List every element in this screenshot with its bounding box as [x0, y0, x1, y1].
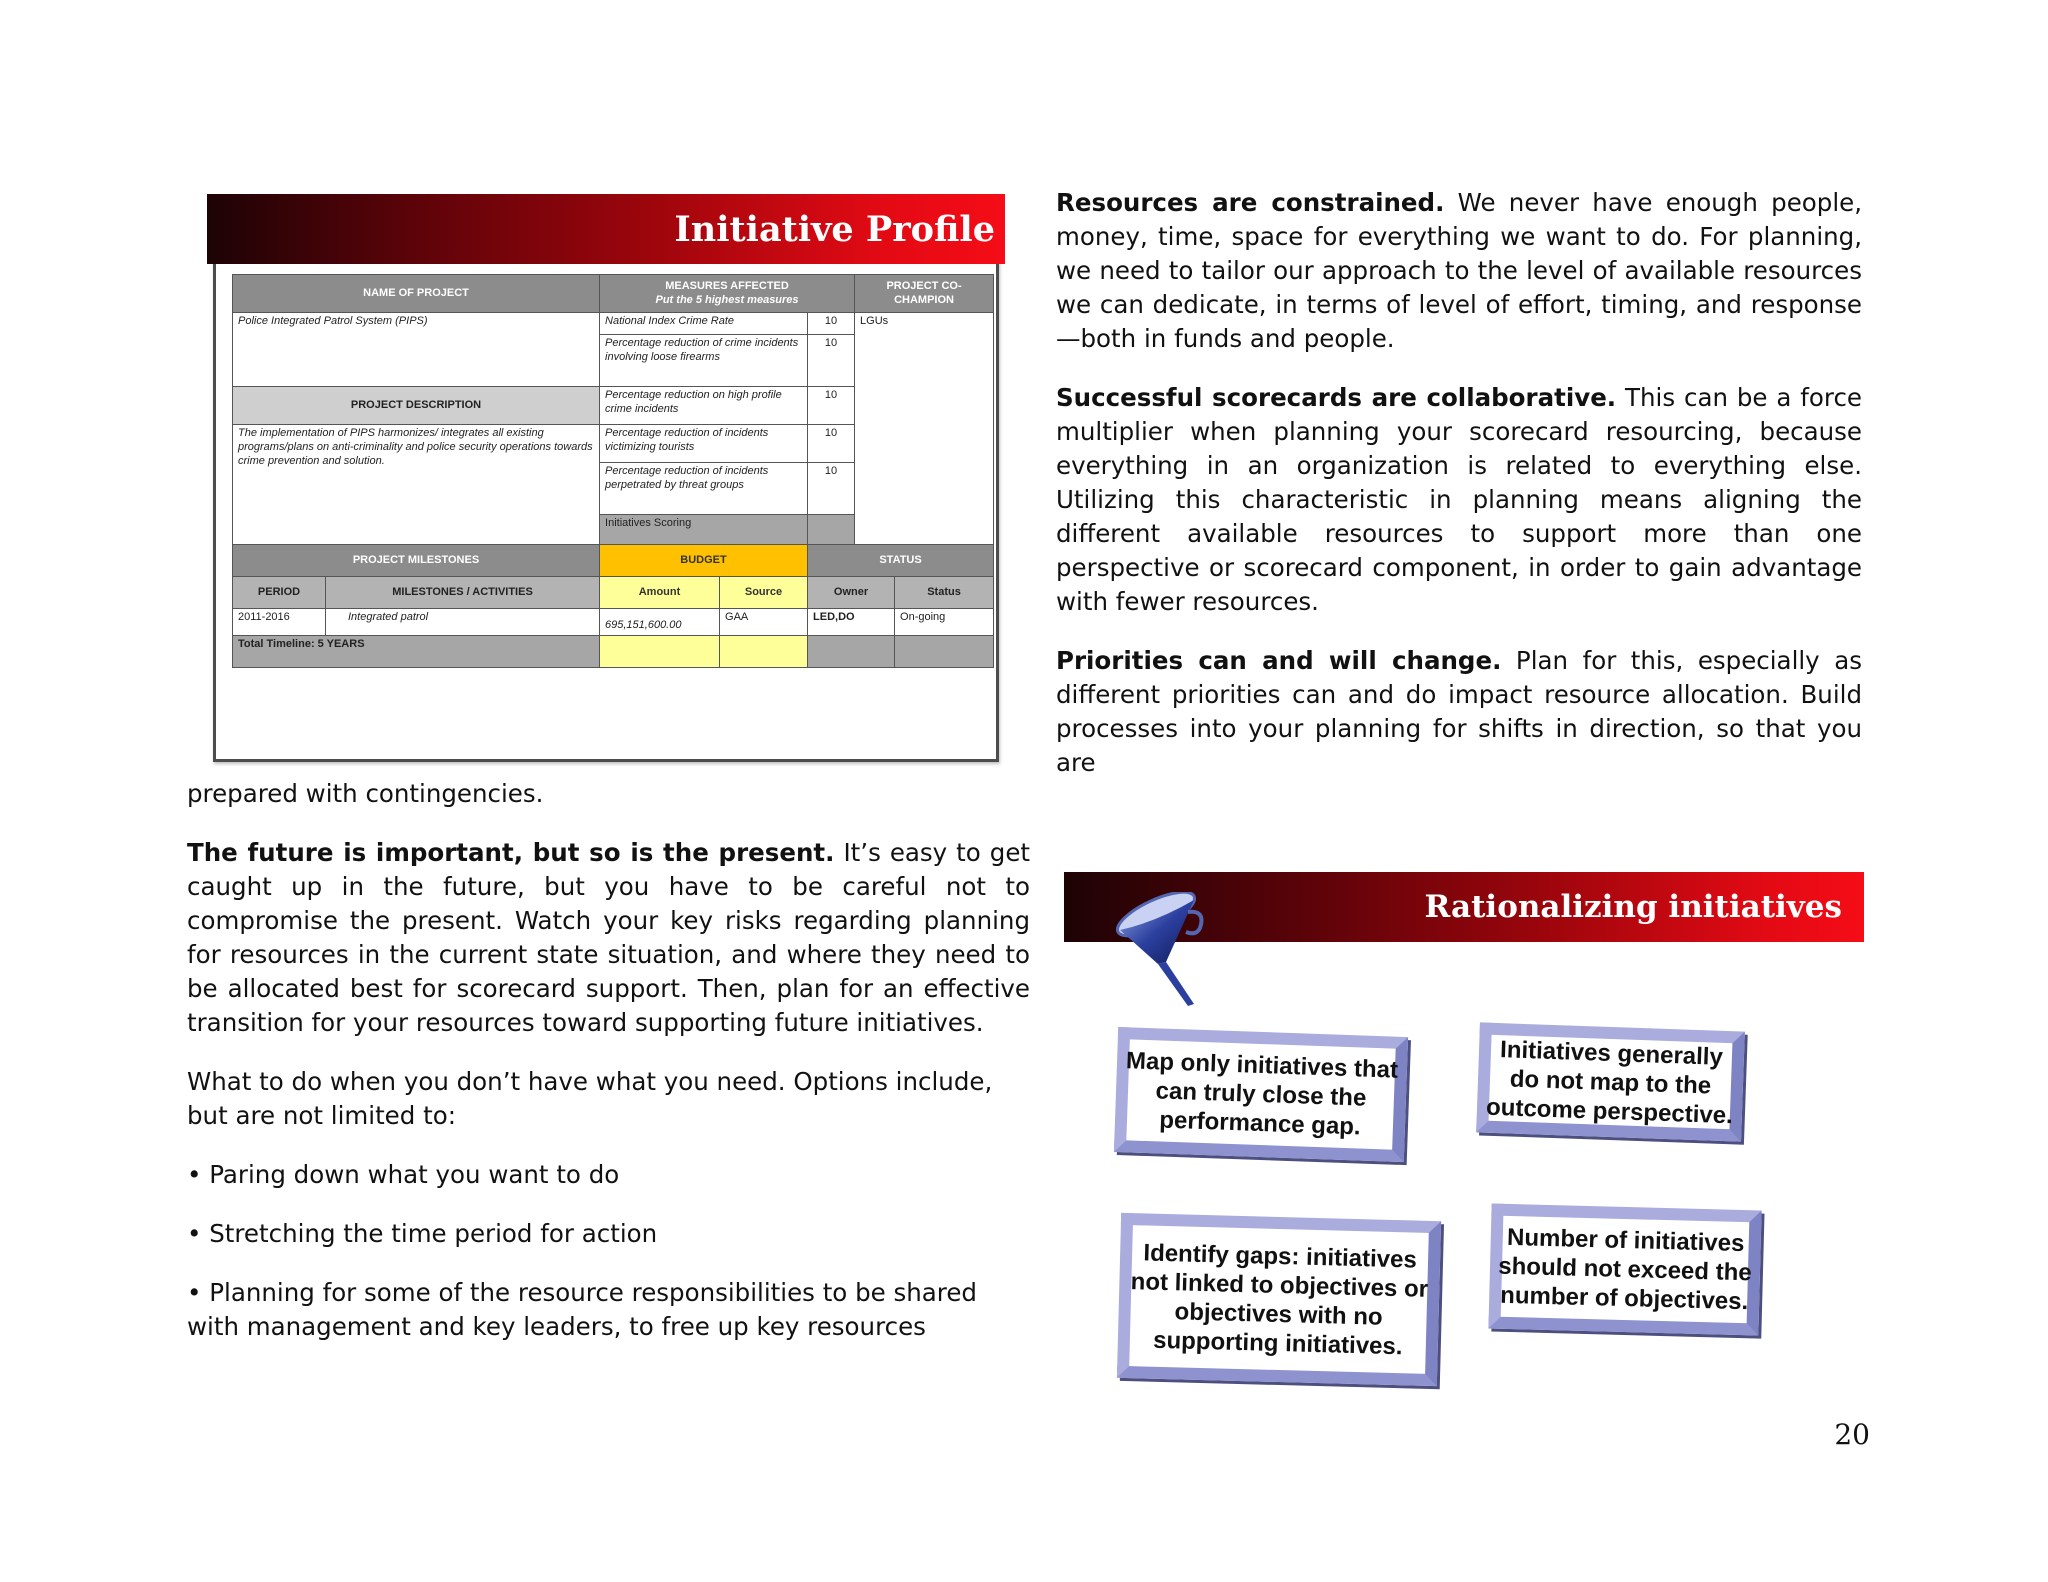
- measure-value: 10: [808, 335, 855, 387]
- rationalizing-card: [1117, 1213, 1441, 1386]
- measure-value: 10: [808, 425, 855, 463]
- measures-affected-label: MEASURES AFFECTED: [665, 279, 789, 292]
- total-owner: [808, 636, 895, 668]
- initiative-profile-table: [232, 274, 994, 668]
- row-period: 2011-2016: [233, 609, 326, 636]
- paragraph-body: This can be a force multiplier when planning your scorecard resourcing, because everything in an organization is related to everything else. Utilizing this characteristic in planning means aligning the different available resources to support more than one perspective or scorecard component, in order to gain advantage with fewer resources.: [1056, 383, 1862, 616]
- bullet-item: • Stretching the time period for action: [187, 1219, 658, 1248]
- header-co-champion: PROJECT CO-CHAMPION: [855, 275, 994, 313]
- co-champion-value: LGUs: [855, 313, 994, 545]
- project-name: Police Integrated Patrol System (PIPS): [233, 313, 600, 387]
- funnel-icon: [1096, 892, 1206, 1007]
- header-status: STATUS: [808, 545, 994, 577]
- paragraph-priorities-continued: prepared with contingencies.: [187, 779, 544, 808]
- row-owner: LED,DO: [808, 609, 895, 636]
- col-period: PERIOD: [233, 577, 326, 609]
- header-budget: BUDGET: [600, 545, 808, 577]
- measure-name: Percentage reduction of incidents victimizing tourists: [600, 425, 808, 463]
- rationalizing-initiatives-figure: [1064, 872, 1864, 1392]
- paragraph-body: It’s easy to get caught up in the future, but you have to be careful not to compromise the present. Watch your key risks regarding planning for resources in the current state situation, and where they need to be allocated best for scorecard support. Then, plan for an effective transition for your resources toward supporting future initiatives.: [187, 838, 1030, 1037]
- card-text: Number of initiatives should not exceed the number of objectives.: [1498, 1223, 1752, 1316]
- row-amount: 695,151,600.00: [600, 609, 720, 636]
- measure-value: 10: [808, 463, 855, 515]
- rationalizing-card: [1476, 1022, 1745, 1141]
- bullet-item: • Paring down what you want to do: [187, 1160, 620, 1189]
- right-column: [1056, 186, 1862, 805]
- paragraph-priorities: [1056, 644, 1862, 780]
- measure-name: Percentage reduction of incidents perpetrated by threat groups: [600, 463, 808, 515]
- card-text: Map only initiatives that can truly close the performance gap.: [1125, 1047, 1399, 1141]
- bullet-item: • Planning for some of the resource responsibilities to be shared with management and key leaders, to free up key resources: [187, 1278, 977, 1341]
- paragraph-lead: Resources are constrained.: [1056, 188, 1445, 217]
- initiatives-scoring: Initiatives Scoring: [600, 515, 808, 545]
- paragraph-body: Plan for this, especially as different priorities can and do impact resource allocation. Build processes into your planning for shifts in direction, so that you are: [1056, 646, 1862, 777]
- initiatives-scoring-value: [808, 515, 855, 545]
- measure-name: Percentage reduction on high profile crime incidents: [600, 387, 808, 425]
- header-project-description: PROJECT DESCRIPTION: [233, 387, 600, 425]
- col-source: Source: [720, 577, 808, 609]
- header-project-milestones: PROJECT MILESTONES: [233, 545, 600, 577]
- row-source: GAA: [720, 609, 808, 636]
- total-amount: [600, 636, 720, 668]
- rationalizing-title: Rationalizing initiatives: [1424, 889, 1842, 925]
- card-text: Initiatives generally do not map to the outcome perspective.: [1485, 1035, 1734, 1129]
- col-status: Status: [895, 577, 994, 609]
- paragraph-options: What to do when you don’t have what you need. Options include, but are not limited to:: [187, 1067, 993, 1130]
- paragraph-resources-constrained: [1056, 186, 1862, 356]
- header-measures-affected: [600, 275, 855, 313]
- measure-name: National Index Crime Rate: [600, 313, 808, 335]
- initiative-profile-banner: [207, 194, 1005, 264]
- paragraph-collaborative: [1056, 381, 1862, 619]
- total-source: [720, 636, 808, 668]
- paragraph-future-present: [187, 836, 1030, 1040]
- paragraph-lead: Successful scorecards are collaborative.: [1056, 383, 1617, 412]
- measure-name: Percentage reduction of crime incidents involving loose firearms: [600, 335, 808, 387]
- paragraph-lead: The future is important, but so is the present.: [187, 838, 835, 867]
- col-milestones: MILESTONES / ACTIVITIES: [326, 577, 600, 609]
- measure-value: 10: [808, 313, 855, 335]
- rationalizing-card: [1114, 1027, 1408, 1162]
- total-status: [895, 636, 994, 668]
- paragraph-body: We never have enough people, money, time, space for everything we want to do. For planning, we need to tailor our approach to the level of available resources we can dedicate, in terms of level of effort, timing, and response—both in funds and people.: [1056, 188, 1862, 353]
- row-milestone: Integrated patrol: [326, 609, 600, 636]
- card-text: Identify gaps: initiatives not linked to objectives or objectives with no supporting initiatives.: [1130, 1238, 1429, 1360]
- project-description: The implementation of PIPS harmonizes/ integrates all existing programs/plans on anti-criminality and police security operations towards crime prevention and solution.: [233, 425, 600, 545]
- row-status: On-going: [895, 609, 994, 636]
- rationalizing-card: [1488, 1203, 1761, 1335]
- col-amount: Amount: [600, 577, 720, 609]
- left-column: [187, 777, 1030, 1369]
- header-name-of-project: NAME OF PROJECT: [233, 275, 600, 313]
- total-timeline: Total Timeline: 5 YEARS: [233, 636, 600, 668]
- page-number: 20: [1834, 1418, 1870, 1451]
- measures-affected-sub: Put the 5 highest measures: [655, 293, 799, 306]
- paragraph-lead: Priorities can and will change.: [1056, 646, 1502, 675]
- initiative-profile-title: Initiative Profile: [674, 208, 995, 250]
- col-owner: Owner: [808, 577, 895, 609]
- measure-value: 10: [808, 387, 855, 425]
- initiative-profile-figure: [207, 194, 1005, 764]
